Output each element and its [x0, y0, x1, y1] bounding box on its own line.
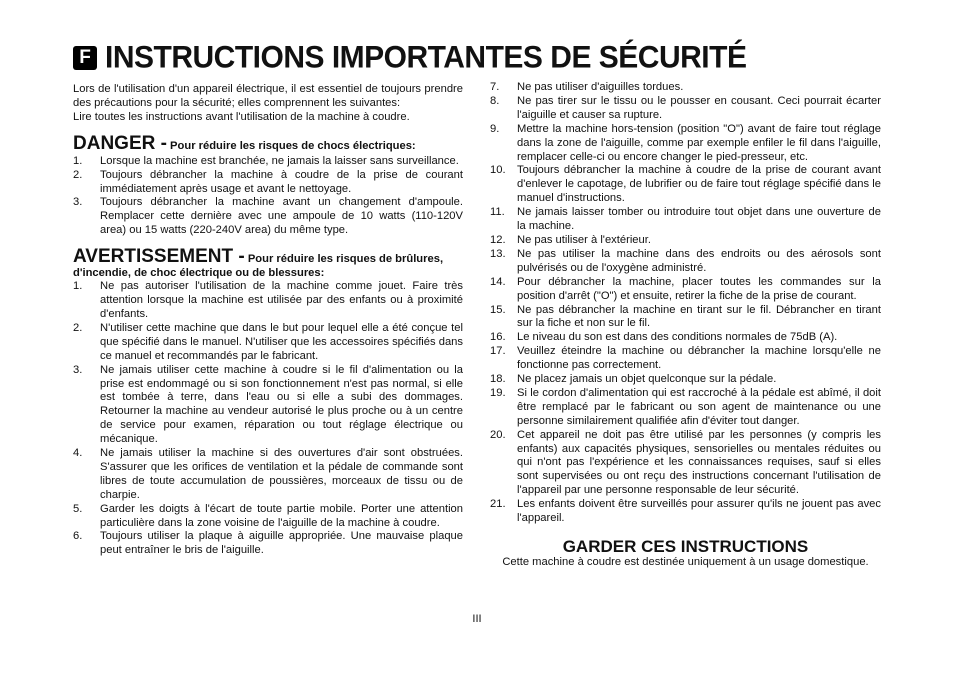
- item-text: Ne jamais laisser tomber ou introduire tout objet dans une ouverture de la machine.: [517, 206, 881, 233]
- item-number: 4.: [73, 447, 83, 460]
- item-text: Toujours débrancher la machine à coudre de la prise de courant immédiatement après usage et avant le nettoyage.: [100, 168, 463, 195]
- list-item: [490, 276, 881, 304]
- item-text: Garder les doigts à l'écart de toute partie mobile. Porter une attention particulière dans la zone voisine de l'aiguille de la machine à coudre.: [100, 502, 463, 529]
- item-text: Ne placez jamais un objet quelconque sur la pédale.: [517, 373, 777, 386]
- item-number: 2.: [73, 321, 83, 334]
- item-number: 5.: [73, 502, 83, 515]
- item-text: Toujours utiliser la plaque à aiguille appropriée. Une mauvaise plaque peut entraîner le bris de l'aiguille.: [100, 530, 463, 557]
- list-item: [490, 345, 881, 373]
- item-text: Ne pas utiliser à l'extérieur.: [517, 233, 651, 246]
- item-text: Toujours débrancher la machine avant un changement d'ampoule. Remplacer cette dernière avec une ampoule de 10 watts (110-120V area) ou 15 watts (220-240V area) du même type.: [100, 196, 463, 237]
- item-text: Ne pas débrancher la machine en tirant sur le fil. Débrancher en tirant sur la fiche et non sur le fil.: [517, 303, 881, 330]
- warning-subtitle: Pour réduire les risques de brûlures, d'incendie, de choc électrique ou de blessures:: [73, 253, 444, 280]
- item-number: 8.: [490, 94, 500, 107]
- item-number: 1.: [73, 280, 83, 293]
- item-text: Ne pas utiliser d'aiguilles tordues.: [517, 81, 684, 93]
- item-number: 21.: [490, 498, 506, 511]
- item-text: Les enfants doivent être surveillés pour assurer qu'ils ne jouent pas avec l'appareil.: [517, 498, 881, 525]
- list-item: [490, 387, 881, 429]
- list-item: [490, 164, 881, 206]
- warning-heading: [73, 246, 463, 280]
- item-number: 3.: [73, 363, 83, 376]
- danger-heading: [73, 132, 463, 155]
- item-text: Ne pas autoriser l'utilisation de la machine comme jouet. Faire très attention lorsque la machine est utilisée par des enfants ou à proximité d'enfants.: [100, 280, 463, 320]
- list-item: [73, 447, 463, 503]
- item-text: Ne jamais utiliser la machine si des ouvertures d'air sont obstruées. S'assurer que les orifices de ventilation et la pédale de commande sont libres de toute accumulation de poussières, morceaux de tissu ou de charpie.: [100, 447, 463, 501]
- right-column: [490, 81, 881, 570]
- item-number: 9.: [490, 122, 500, 135]
- item-number: 18.: [490, 373, 506, 386]
- list-item: [490, 123, 881, 165]
- household-use-note: Cette machine à coudre est destinée uniquement à un usage domestique.: [502, 555, 869, 568]
- list-item: [73, 322, 463, 364]
- list-item: [490, 498, 881, 526]
- list-item: [490, 429, 881, 499]
- intro-paragraph: Lors de l'utilisation d'un appareil électrique, il est essentiel de toujours prendre des précautions pour la sécurité; elles comprennent les suivantes:: [73, 83, 463, 109]
- item-text: Veuillez éteindre la machine ou débrancher la machine lorsqu'elle ne fonctionne pas correctement.: [517, 345, 881, 372]
- page-number: III: [472, 613, 482, 625]
- item-text: Mettre la machine hors-tension (position "O") avant de faire tout réglage dans la zone de l'aiguille, comme par exemple enfiler le fil dans l'aiguille, remplacer celle-ci ou encore changer le pied-presseur, etc.: [517, 122, 881, 163]
- list-item: [490, 373, 881, 387]
- item-number: 15.: [490, 303, 506, 316]
- page-title: INSTRUCTIONS IMPORTANTES DE SÉCURITÉ: [105, 40, 747, 75]
- warning-label: AVERTISSEMENT -: [73, 246, 245, 268]
- intro-read-all: Lire toutes les instructions avant l'utilisation de la machine à coudre.: [73, 110, 410, 123]
- item-number: 10.: [490, 164, 506, 177]
- danger-label: DANGER -: [73, 132, 167, 154]
- keep-instructions-heading: GARDER CES INSTRUCTIONS: [562, 537, 809, 556]
- list-item: [490, 95, 881, 123]
- language-badge: F: [73, 46, 97, 70]
- left-column: [73, 83, 463, 558]
- list-item: [490, 206, 881, 234]
- item-text: Pour débrancher la machine, placer toutes les commandes sur la position d'arrêt ("O") et ensuite, retirer la fiche de la prise de courant.: [517, 275, 881, 302]
- list-item: [73, 155, 463, 169]
- item-text: Lorsque la machine est branchée, ne jamais la laisser sans surveillance.: [100, 154, 459, 167]
- item-text: Toujours débrancher la machine à coudre de la prise de courant avant d'enlever le capotage, de lubrifier ou de faire tout réglage spécifié dans le manuel d'instructions.: [517, 164, 881, 205]
- list-item: [490, 81, 881, 95]
- item-number: 13.: [490, 247, 506, 260]
- list-item: [73, 530, 463, 558]
- danger-list: [73, 155, 463, 238]
- item-number: 17.: [490, 345, 506, 358]
- list-item: [73, 196, 463, 238]
- list-item: [490, 304, 881, 332]
- item-text: Cet appareil ne doit pas être utilisé par les personnes (y compris les enfants) aux capacités physiques, sensorielles ou mentales réduites ou qui n'ont pas l'expérience et les connaissances requises, sauf si elles sont supervisées ou ont reçu des instructions concernant l'utilisation de l'appareil par une personne responsable de leur sécurité.: [517, 428, 881, 497]
- item-number: 1.: [73, 154, 83, 167]
- item-number: 20.: [490, 428, 506, 441]
- item-number: 6.: [73, 530, 83, 543]
- list-item: [73, 364, 463, 447]
- continued-list: [490, 81, 881, 526]
- item-text: Ne pas tirer sur le tissu ou le pousser en cousant. Ceci pourrait écarter l'aiguille et causer sa rupture.: [517, 94, 881, 121]
- item-number: 3.: [73, 196, 83, 209]
- list-item: [490, 234, 881, 248]
- list-item: [73, 169, 463, 197]
- warning-list: [73, 280, 463, 558]
- item-number: 7.: [490, 81, 500, 93]
- list-item: [73, 280, 463, 322]
- item-number: 16.: [490, 331, 506, 344]
- item-number: 2.: [73, 168, 83, 181]
- item-text: Ne pas utiliser la machine dans des endroits ou des aérosols sont pulvérisés ou de l'oxygène administré.: [517, 247, 881, 274]
- item-number: 14.: [490, 275, 506, 288]
- item-text: Si le cordon d'alimentation qui est raccroché à la pédale est abîmé, il doit être remplacé par le fabricant ou son agent de maintenance ou une personne similairement qualifiée afin d'éviter tout danger.: [517, 386, 881, 427]
- item-text: Ne jamais utiliser cette machine à coudre si le fil d'alimentation ou la prise est endommagé ou si son fonctionnement n'est pas normal, si elle est tombée à terre, dans l'eau ou si elle a subi des dommages. Retourner la machine au vendeur autorisé le plus proche ou à un centre de service pour examen, réparation ou tout réglage électrique ou mécanique.: [100, 363, 463, 446]
- item-text: N'utiliser cette machine que dans le but pour lequel elle a été conçue tel que spécifié dans le manuel. N'utiliser que les accessoires spécifiés dans ce manuel et recommandés par le fabricant.: [100, 321, 463, 362]
- danger-subtitle: Pour réduire les risques de chocs électriques:: [166, 139, 416, 152]
- list-item: [490, 248, 881, 276]
- item-number: 11.: [490, 206, 505, 219]
- item-number: 19.: [490, 386, 506, 399]
- item-text: Le niveau du son est dans des conditions normales de 75dB (A).: [517, 331, 838, 344]
- item-number: 12.: [490, 233, 506, 246]
- page-header: [73, 40, 873, 76]
- list-item: [73, 503, 463, 531]
- list-item: [490, 331, 881, 345]
